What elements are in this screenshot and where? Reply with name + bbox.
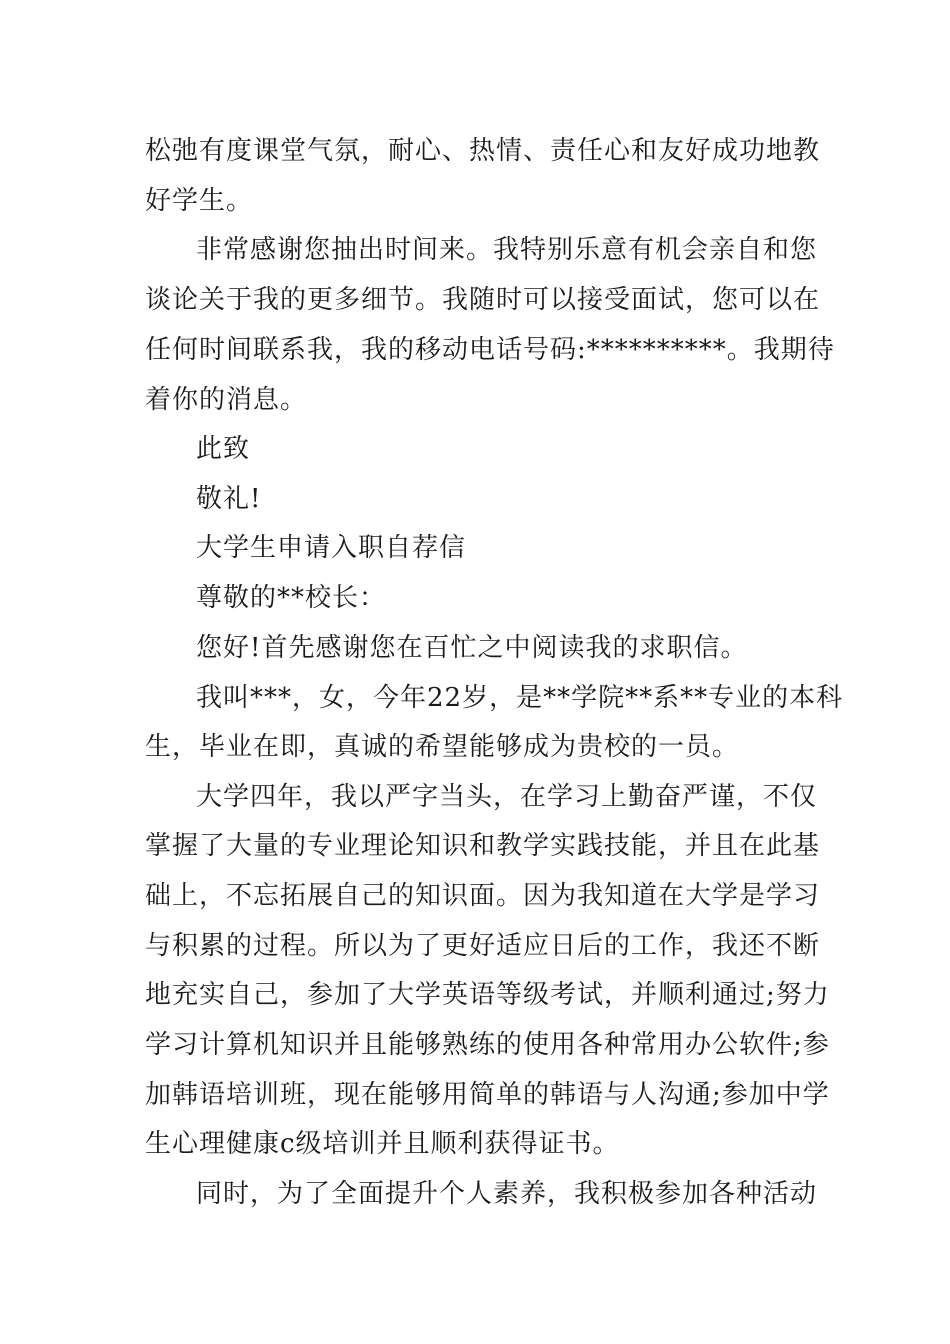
text-line: 加韩语培训班，现在能够用简单的韩语与人沟通;参加中学 [145, 1080, 830, 1110]
text-line: 敬礼! [196, 484, 262, 514]
text-line: 掌握了大量的专业理论知识和教学实践技能，并且在此基 [145, 831, 821, 861]
text-line: 大学四年，我以严字当头，在学习上勤奋严谨，不仅 [196, 782, 818, 812]
text-line: 好学生。 [145, 186, 254, 216]
text-line: 尊敬的**校长： [196, 583, 387, 613]
text-line: 生，毕业在即，真诚的希望能够成为贵校的一员。 [145, 732, 740, 762]
text-line: 任何时间联系我，我的移动电话号码:**********。我期待 [145, 335, 835, 365]
text-line: 您好!首先感谢您在百忙之中阅读我的求职信。 [196, 633, 748, 663]
text-line: 着你的消息。 [145, 385, 308, 415]
text-line: 松弛有度课堂气氛，耐心、热情、责任心和友好成功地教 [145, 136, 821, 166]
text-line: 同时，为了全面提升个人素养，我积极参加各种活动 [196, 1179, 818, 1209]
text-line: 我叫***，女，今年22岁，是**学院**系**专业的本科 [196, 683, 844, 713]
text-line: 与积累的过程。所以为了更好适应日后的工作，我还不断 [145, 931, 821, 961]
text-line: 学习计算机知识并且能够熟练的使用各种常用办公软件;参 [145, 1030, 830, 1060]
text-line: 地充实自己，参加了大学英语等级考试，并顺利通过;努力 [145, 980, 830, 1010]
text-line: 大学生申请入职自荐信 [196, 533, 467, 563]
text-line: 非常感谢您抽出时间来。我特别乐意有机会亲自和您 [196, 235, 818, 265]
text-line: 此致 [196, 434, 251, 464]
text-line: 础上，不忘拓展自己的知识面。因为我知道在大学是学习 [145, 881, 821, 911]
text-line: 谈论关于我的更多细节。我随时可以接受面试，您可以在 [145, 285, 821, 315]
text-line: 生心理健康c级培训并且顺利获得证书。 [145, 1129, 620, 1159]
